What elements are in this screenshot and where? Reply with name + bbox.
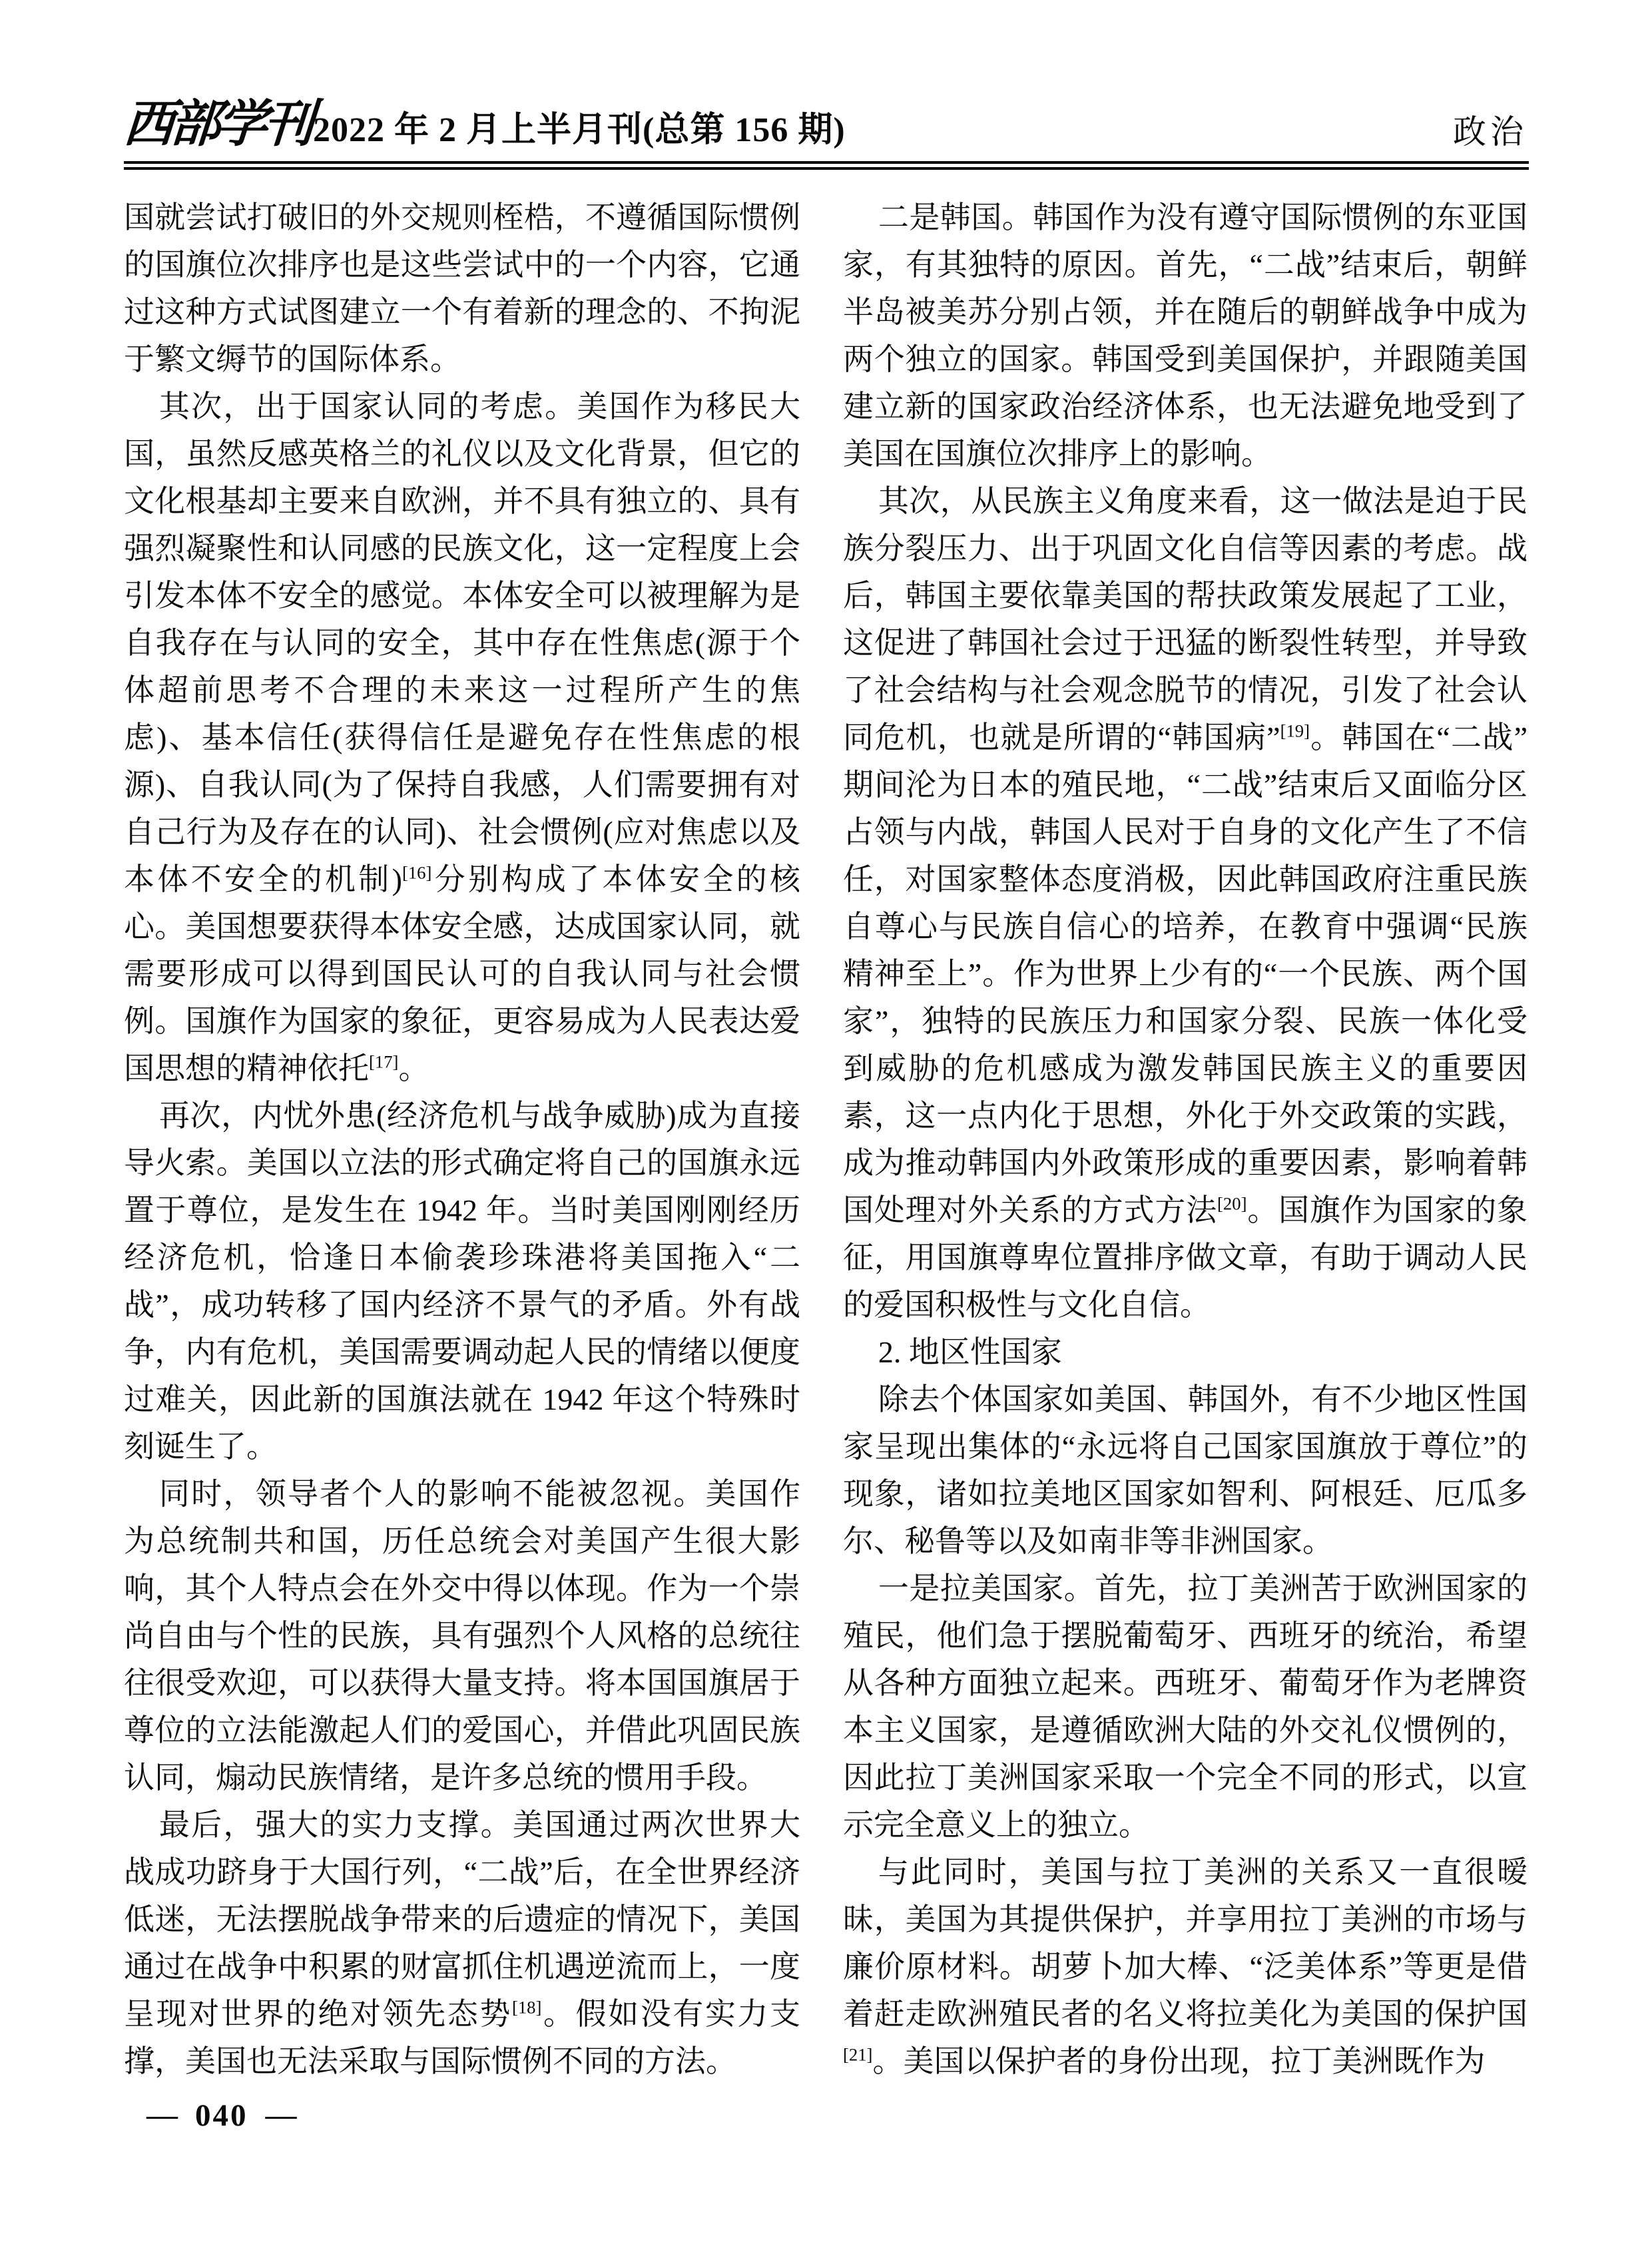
footer-right-dash: —: [265, 2100, 297, 2131]
page-number: 040: [195, 2098, 248, 2133]
reference-marker: [17]: [369, 1051, 399, 1072]
reference-marker: [18]: [511, 1997, 542, 2018]
page-footer: [146, 2098, 297, 2133]
paragraph: 再次，内忧外患(经济危机与战争威胁)成为直接导火索。美国以立法的形式确定将自己的国旗永远置于尊位，是发生在 1942 年。当时美国刚刚经历经济危机，恰逢日本偷袭珍珠港将美国拖入“二战”，成功转移了国内经济不景气的矛盾。外有战争，内有危机，美国需要调动起人民的情绪以便度过难关，因此新的国旗法就在 1942 年这个特殊时刻诞生了。: [124, 1099, 800, 1464]
page-header: [121, 94, 1529, 156]
column-right: [843, 194, 1527, 2085]
paragraph: 2. 地区性国家: [878, 1335, 1062, 1369]
paragraph: 一是拉美国家。首先，拉丁美洲苦于欧洲国家的殖民，他们急于摆脱葡萄牙、西班牙的统治，希望从各种方面独立起来。西班牙、葡萄牙作为老牌资本主义国家，是遵循欧洲大陆的外交礼仪惯例的，因此拉丁美洲国家采取一个完全不同的形式，以宣示完全意义上的独立。: [843, 1571, 1527, 1842]
paragraph: 与此同时，美国与拉丁美洲的关系又一直很暧昧，美国为其提供保护，并享用拉丁美洲的市场与廉价原材料。胡萝卜加大棒、“泛美体系”等更是借着赶走欧洲殖民者的名义将拉美化为美国的保护国[21]。美国以保护者的身份出现，拉丁美洲既作为: [843, 1855, 1527, 2078]
journal-logo: 西部学刊: [121, 94, 312, 153]
paragraph: 最后，强大的实力支撑。美国通过两次世界大战成功跻身于大国行列，“二战”后，在全世界经济低迷，无法摆脱战争带来的后遗症的情况下，美国通过在战争中积累的财富抓住机遇逆流而上，一度呈现对世界的绝对领先态势[18]。假如没有实力支撑，美国也无法采取与国际惯例不同的方法。: [124, 1808, 800, 2078]
header-left: [121, 83, 846, 156]
paragraph: 其次，从民族主义角度来看，这一做法是迫于民族分裂压力、出于巩固文化自信等因素的考虑。战后，韩国主要依靠美国的帮扶政策发展起了工业，这促进了韩国社会过于迅猛的断裂性转型，并导致了社会结构与社会观念脱节的情况，引发了社会认同危机，也就是所谓的“韩国病”[19]。韩国在“二战”期间沦为日本的殖民地，“二战”结束后又面临分区占领与内战，韩国人民对于自身的文化产生了不信任，对国家整体态度消极，因此韩国政府注重民族自尊心与民族自信心的培养，在教育中强调“民族精神至上”。作为世界上少有的“一个民族、两个国家”，独特的民族压力和国家分裂、民族一体化受到威胁的危机感成为激发韩国民族主义的重要因素，这一点内化于思想，外化于外交政策的实践，成为推动韩国内外政策形成的重要因素，影响着韩国处理对外关系的方式方法[20]。国旗作为国家的象征，用国旗尊卑位置排序做文章，有助于调动人民的爱国积极性与文化自信。: [843, 484, 1528, 1322]
reference-marker: [20]: [1217, 1193, 1247, 1214]
paragraph: 其次，出于国家认同的考虑。美国作为移民大国，虽然反感英格兰的礼仪以及文化背景，但它的文化根基却主要来自欧洲，并不具有独立的、具有强烈凝聚性和认同感的民族文化，这一定程度上会引发本体不安全的感觉。本体安全可以被理解为是自我存在与认同的安全，其中存在性焦虑(源于个体超前思考不合理的未来这一过程所产生的焦虑)、基本信任(获得信任是避免存在性焦虑的根源)、自我认同(为了保持自我感，人们需要拥有对自己行为及存在的认同)、社会惯例(应对焦虑以及本体不安全的机制)[16]分别构成了本体安全的核心。美国想要获得本体安全感，达成国家认同，就需要形成可以得到国民认可的自我认同与社会惯例。国旗作为国家的象征，更容易成为人民表达爱国思想的精神依托[17]。: [124, 390, 800, 1085]
paragraph: 同时，领导者个人的影响不能被忽视。美国作为总统制共和国，历任总统会对美国产生很大影响，其个人特点会在外交中得以体现。作为一个崇尚自由与个性的民族，具有强烈个人风格的总统往往很受欢迎，可以获得大量支持。将本国国旗居于尊位的立法能激起人们的爱国心，并借此巩固民族认同，煽动民族情绪，是许多总统的惯用手段。: [124, 1477, 800, 1795]
paragraph: 国就尝试打破旧的外交规则桎梏，不遵循国际惯例的国旗位次排序也是这些尝试中的一个内容，它通过这种方式试图建立一个有着新的理念的、不拘泥于繁文缛节的国际体系。: [124, 200, 800, 376]
reference-marker: [21]: [843, 2044, 873, 2065]
reference-marker: [19]: [1280, 720, 1310, 741]
issue-info: 2022 年 2 月上半月刊(总第 156 期): [313, 111, 846, 149]
section-label: 政治: [1453, 113, 1527, 150]
paragraph: 二是韩国。韩国作为没有遵守国际惯例的东亚国家，有其独特的原因。首先，“二战”结束后，朝鲜半岛被美苏分别占领，并在随后的朝鲜战争中成为两个独立的国家。韩国受到美国保护，并跟随美国建立新的国家政治经济体系，也无法避免地受到了美国在国旗位次排序上的影响。: [843, 200, 1527, 471]
reference-marker: [16]: [402, 862, 432, 883]
header-double-rule: [124, 161, 1529, 170]
paragraph: 除去个体国家如美国、韩国外，有不少地区性国家呈现出集体的“永远将自己国家国旗放于尊位”的现象，诸如拉美地区国家如智利、阿根廷、厄瓜多尔、秘鲁等以及如南非等非洲国家。: [843, 1382, 1527, 1558]
footer-left-dash: —: [146, 2100, 178, 2131]
column-left: [124, 194, 800, 2085]
